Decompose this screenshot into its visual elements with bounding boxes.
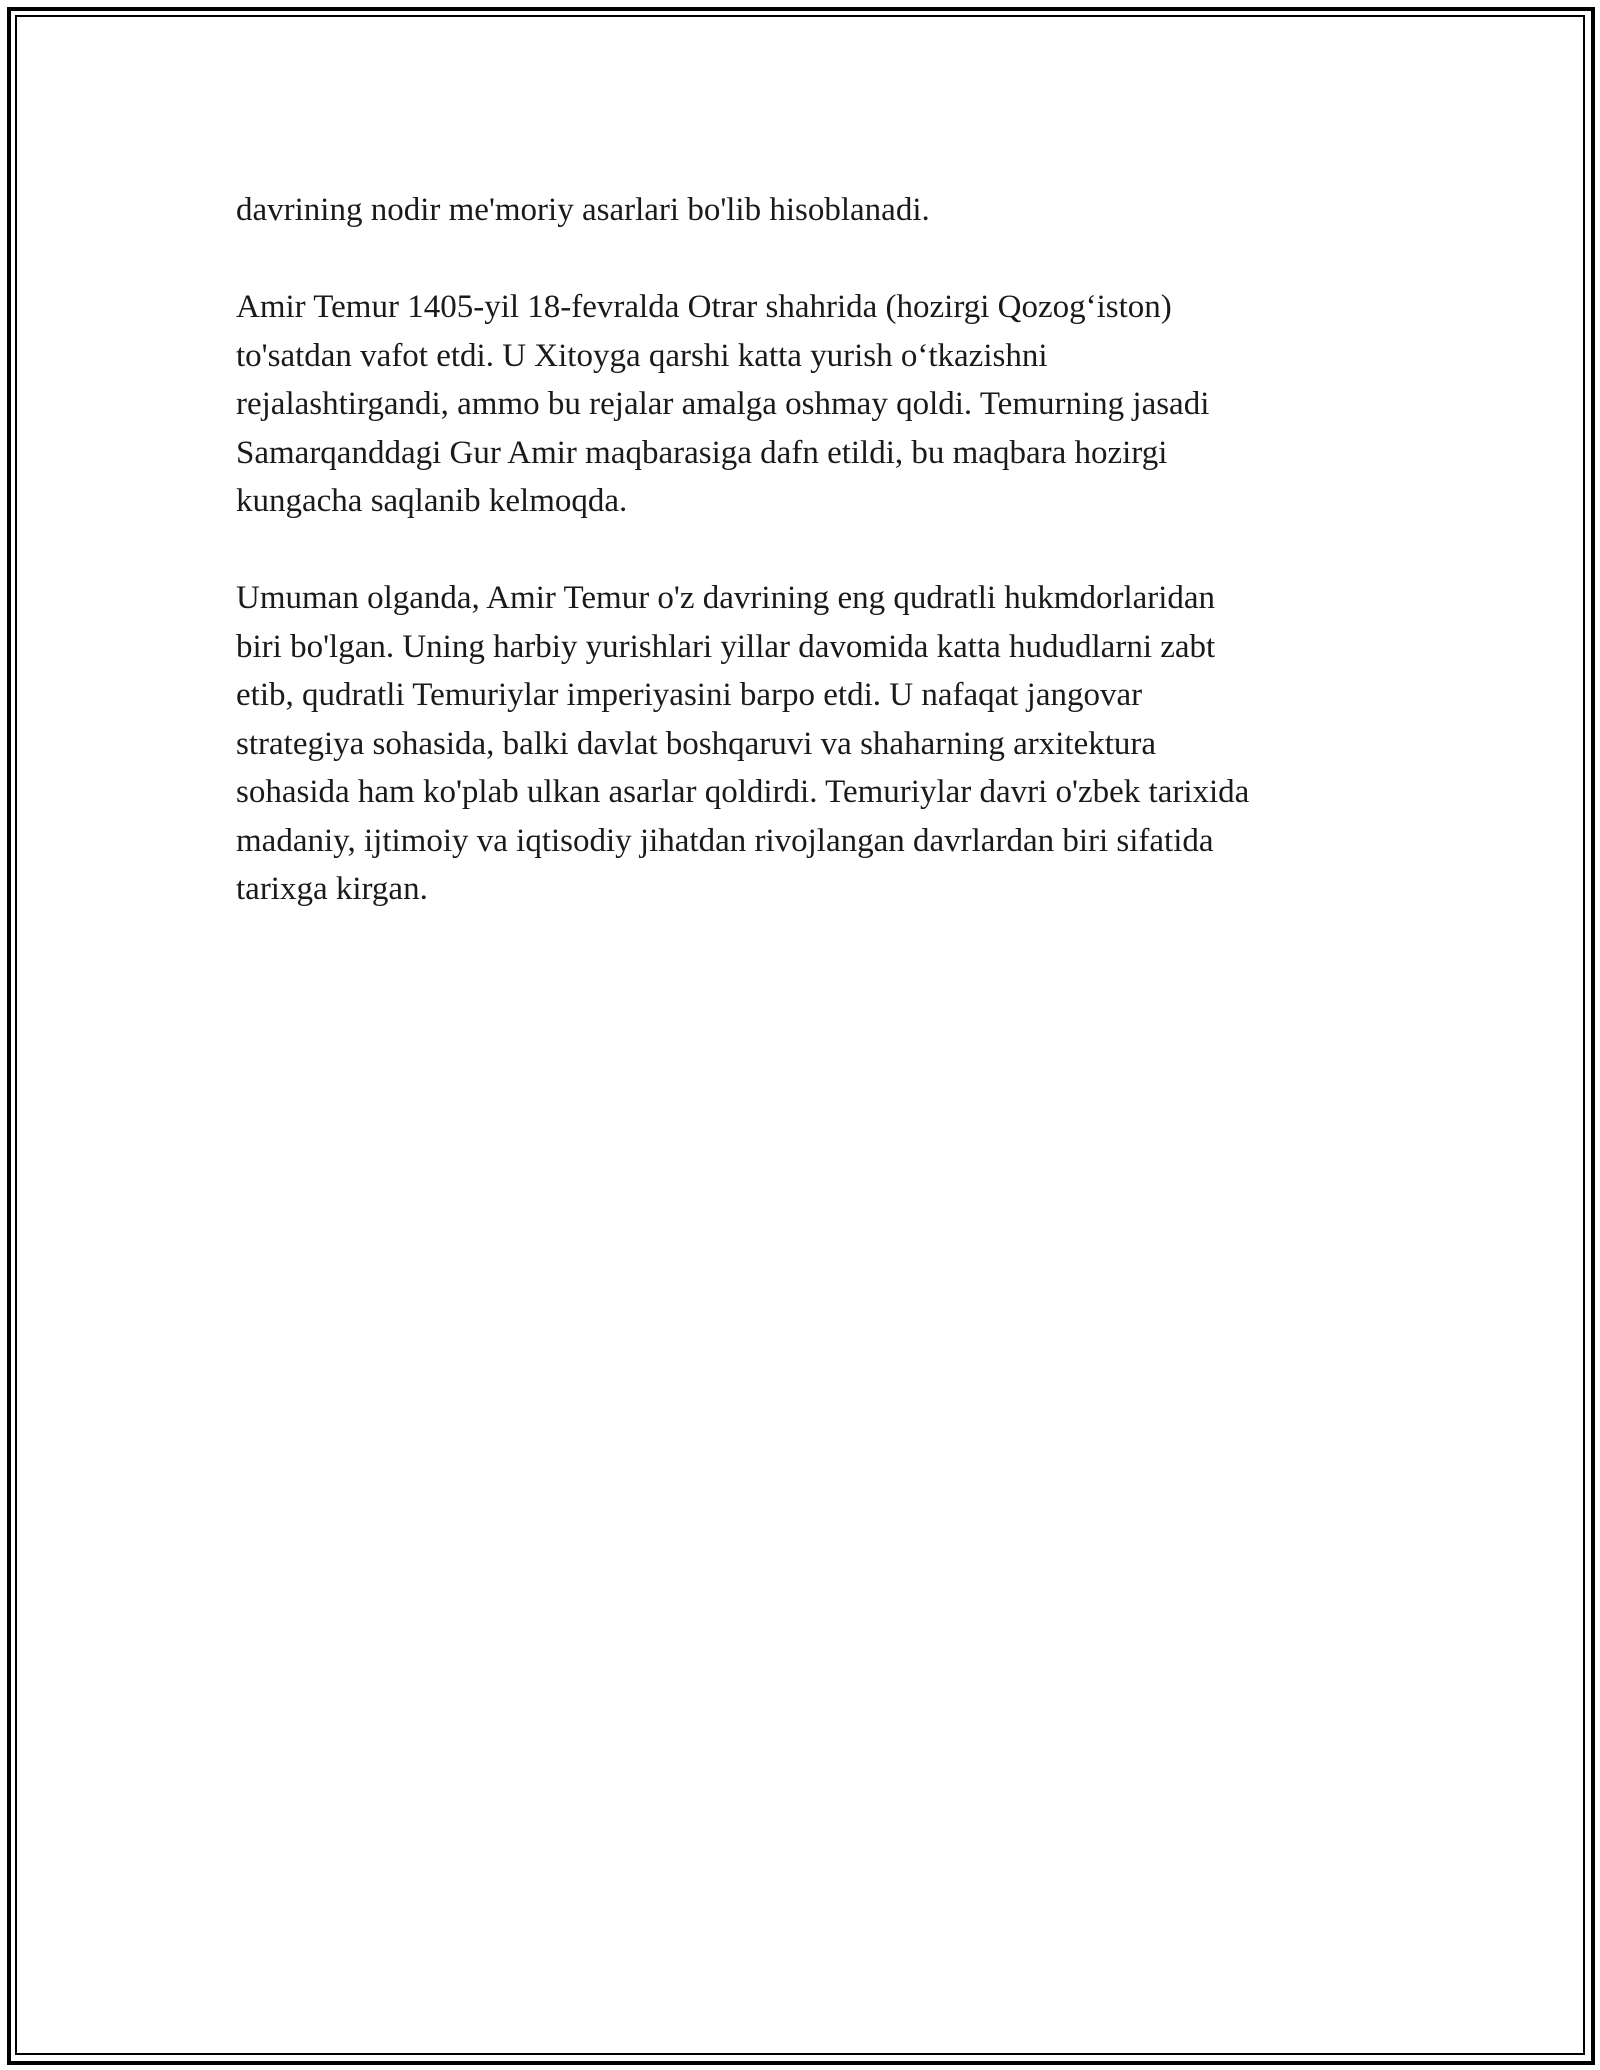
document-body [236,186,1376,962]
paragraph-continuation: davrining nodir me'moriy asarlari bo'lib hisoblanadi. [236,192,930,228]
paragraph-death: Amir Temur 1405-yil 18-fevralda Otrar shahrida (hozirgi Qozog‘iston) to'satdan vafot etdi. U Xitoyga qarshi katta yurish o‘tkazishni rejalashtirgandi, ammo bu rejalar amalga oshmay qoldi. Temurning jasadi Samarqanddagi Gur Amir maqbarasiga dafn etildi, bu maqbara hozirgi kungacha saqlanib kelmoqda. [236,289,1210,519]
paragraph-conclusion: Umuman olganda, Amir Temur o'z davrining eng qudratli hukmdorlaridan biri bo'lgan. Uning harbiy yurishlari yillar davomida katta hududlarni zabt etib, qudratli Temuriylar imperiyasini barpo etdi. U nafaqat jangovar strategiya sohasida, balki davlat boshqaruvi va shaharning arxitektura sohasida ham ko'plab ulkan asarlar qoldirdi. Temuriylar davri o'zbek tarixida madaniy, ijtimoiy va iqtisodiy jihatdan rivojlangan davrlardan biri sifatida tarixga kirgan. [236,580,1250,907]
